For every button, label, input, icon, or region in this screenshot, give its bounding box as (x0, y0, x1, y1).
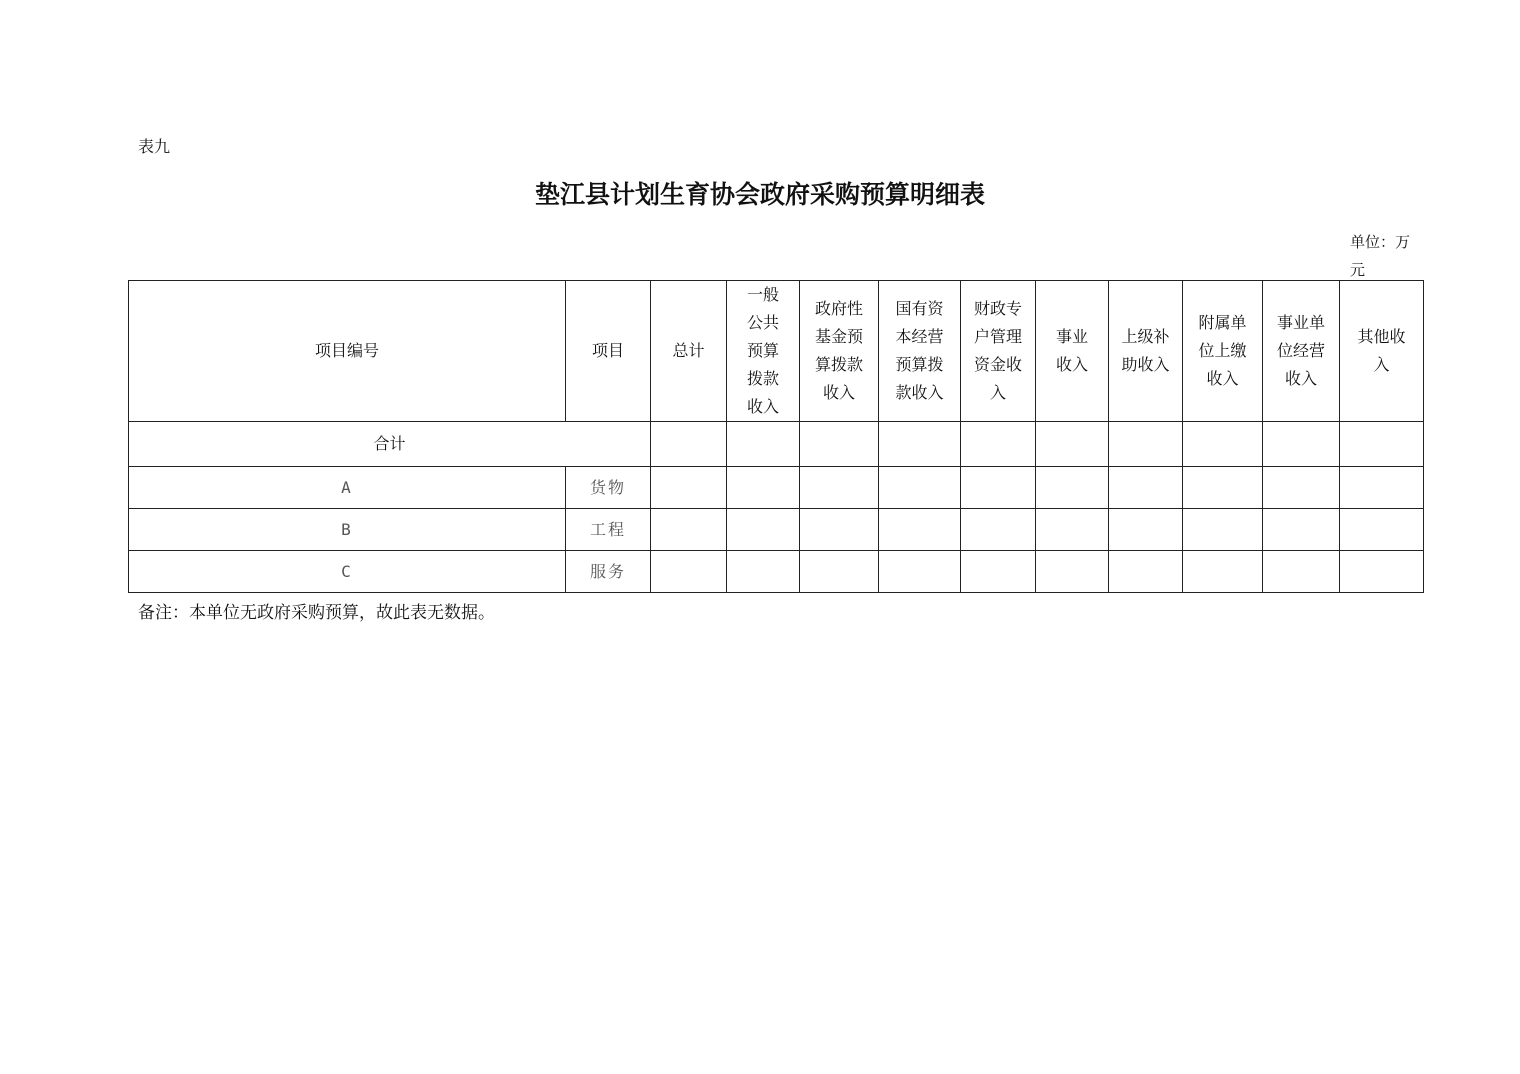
row-item: 服务 (566, 551, 651, 593)
table-cell (1340, 509, 1424, 551)
header-general-budget: 一般公共预算拨款收入 (727, 281, 800, 422)
table-row (129, 509, 1424, 551)
table-cell (1183, 551, 1263, 593)
table-cell (1263, 467, 1340, 509)
table-cell (961, 467, 1036, 509)
total-label: 合计 (129, 422, 651, 467)
table-cell (1340, 551, 1424, 593)
header-other: 其他收入 (1340, 281, 1424, 422)
table-cell (1036, 422, 1109, 467)
table-cell (651, 509, 727, 551)
header-special-account: 财政专户管理资金收入 (961, 281, 1036, 422)
row-code: B (129, 509, 566, 551)
table-cell (1109, 422, 1183, 467)
table-cell (1109, 509, 1183, 551)
header-total: 总计 (651, 281, 727, 422)
table-cell (727, 509, 800, 551)
table-cell (1109, 467, 1183, 509)
table-cell (651, 422, 727, 467)
table-cell (800, 551, 879, 593)
header-code: 项目编号 (129, 281, 566, 422)
table-cell (879, 422, 961, 467)
table-cell (1263, 422, 1340, 467)
header-business: 事业收入 (1036, 281, 1109, 422)
table-cell (879, 509, 961, 551)
table-cell (1183, 509, 1263, 551)
header-item: 项目 (566, 281, 651, 422)
table-cell (1109, 551, 1183, 593)
table-cell (1183, 467, 1263, 509)
table-cell (1036, 551, 1109, 593)
row-item: 货物 (566, 467, 651, 509)
header-superior-subsidy: 上级补助收入 (1109, 281, 1183, 422)
table-cell (1036, 467, 1109, 509)
table-cell (800, 509, 879, 551)
table-cell (961, 551, 1036, 593)
unit-label: 单位：万元 (1350, 233, 1411, 279)
table-cell (961, 509, 1036, 551)
table-cell (1183, 422, 1263, 467)
table-row (129, 551, 1424, 593)
procurement-budget-table (128, 280, 1424, 593)
table-cell (1036, 509, 1109, 551)
header-state-capital: 国有资本经营预算拨款收入 (879, 281, 961, 422)
table-cell (1263, 551, 1340, 593)
row-code: A (129, 467, 566, 509)
table-cell (800, 467, 879, 509)
table-cell (727, 422, 800, 467)
row-item: 工程 (566, 509, 651, 551)
table-row (129, 467, 1424, 509)
header-gov-fund: 政府性基金预算拨款收入 (800, 281, 879, 422)
table-cell (727, 551, 800, 593)
table-cell (1340, 422, 1424, 467)
table-label: 表九 (138, 137, 171, 156)
header-row (129, 281, 1424, 422)
table-cell (879, 551, 961, 593)
table-note: 备注：本单位无政府采购预算，故此表无数据。 (138, 603, 495, 623)
row-code: C (129, 551, 566, 593)
table-cell (1340, 467, 1424, 509)
table-cell (879, 467, 961, 509)
table-cell (651, 551, 727, 593)
header-business-operation: 事业单位经营收入 (1263, 281, 1340, 422)
total-row (129, 422, 1424, 467)
header-affiliated: 附属单位上缴收入 (1183, 281, 1263, 422)
table-cell (651, 467, 727, 509)
table-cell (961, 422, 1036, 467)
table-cell (1263, 509, 1340, 551)
table-cell (800, 422, 879, 467)
page-title: 垫江县计划生育协会政府采购预算明细表 (534, 180, 985, 209)
table-cell (727, 467, 800, 509)
